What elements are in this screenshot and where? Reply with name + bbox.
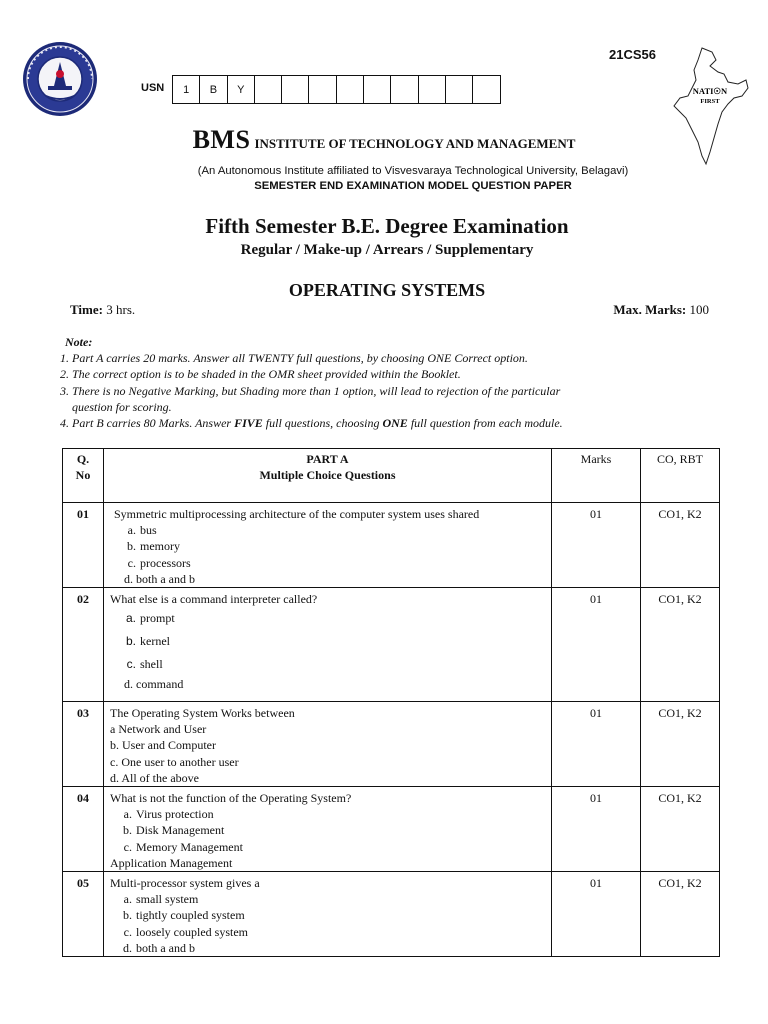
option-text: small system xyxy=(136,892,199,907)
option xyxy=(110,822,551,838)
question-marks xyxy=(552,503,641,588)
option-text: d. command xyxy=(124,677,184,692)
question-marks xyxy=(552,872,641,957)
question-text: What else is a command interpreter called? xyxy=(110,592,318,607)
option xyxy=(110,806,551,822)
note-emphasis: FIVE xyxy=(234,416,263,431)
question-cell xyxy=(104,872,552,957)
option-text: Disk Management xyxy=(136,823,225,838)
option-letter: b. xyxy=(125,634,136,649)
option-text: d. All of the above xyxy=(110,770,199,785)
max-marks-value: 100 xyxy=(686,302,709,317)
option xyxy=(114,555,551,571)
note-line: 1. Part A carries 20 marks. Answer all TWENTY full questions, by choosing ONE Correct option. xyxy=(60,351,528,366)
usn-cell[interactable]: 1 xyxy=(173,75,200,104)
question-marks xyxy=(552,702,641,787)
option xyxy=(110,607,551,630)
question-marks xyxy=(552,787,641,872)
option-text: tightly coupled system xyxy=(136,908,245,923)
note-line: 2. The correct option is to be shaded in the OMR sheet provided within the Booklet. xyxy=(60,367,461,382)
exam-title: Fifth Semester B.E. Degree Examination xyxy=(205,214,569,238)
header-qno xyxy=(63,449,104,503)
option xyxy=(110,924,551,940)
option-text: both a and b xyxy=(136,940,195,955)
institute-name xyxy=(0,125,768,155)
option-letter: a. xyxy=(123,807,132,822)
usn-cell[interactable] xyxy=(419,75,446,104)
note-text: full questions, choosing xyxy=(262,416,383,431)
option-text: b. User and Computer xyxy=(110,738,216,753)
option-text: loosely coupled system xyxy=(136,924,248,939)
option-letter: c. xyxy=(123,924,132,939)
question-number xyxy=(63,872,104,957)
note-line: question for scoring. xyxy=(72,399,172,414)
question-text: What is not the function of the Operating System? xyxy=(110,791,352,806)
co-text: CO1, K2 xyxy=(658,507,702,521)
header-co-text: CO, RBT xyxy=(656,452,703,466)
question-number-text: 03 xyxy=(77,706,89,721)
option xyxy=(114,538,551,554)
usn-cell[interactable] xyxy=(473,75,500,104)
table-row xyxy=(63,503,720,588)
option-letter: a. xyxy=(125,611,136,626)
option-text: c. One user to another user xyxy=(110,754,239,769)
table-row xyxy=(63,588,720,702)
option xyxy=(110,630,551,653)
question-cell xyxy=(104,702,552,787)
subject-title: OPERATING SYSTEMS xyxy=(288,280,486,300)
usn-cell[interactable] xyxy=(364,75,391,104)
time-value: 3 hrs. xyxy=(102,302,136,317)
option-letter: b. xyxy=(123,823,132,838)
usn-grid xyxy=(172,75,501,104)
usn-cell[interactable] xyxy=(309,75,336,104)
question-number xyxy=(63,702,104,787)
option-letter: b. xyxy=(127,539,136,554)
note-emphasis: ONE xyxy=(382,416,408,431)
co-text: CO1, K2 xyxy=(658,706,702,721)
college-logo xyxy=(22,40,98,118)
paper-type: SEMESTER END EXAMINATION MODEL QUESTION PAPER xyxy=(254,180,572,192)
affiliation: (An Autonomous Institute affiliated to Visvesvaraya Technological University, Belagavi) xyxy=(197,165,629,177)
header-no: No xyxy=(75,468,91,483)
note-text: full question from each module. xyxy=(407,416,563,431)
instructions-note xyxy=(60,334,720,431)
question-number-text: 04 xyxy=(77,791,89,806)
marks-text: 01 xyxy=(590,876,602,891)
question-cell xyxy=(104,787,552,872)
question-number-text: 05 xyxy=(77,876,89,891)
table-row xyxy=(63,787,720,872)
usn-cell[interactable] xyxy=(391,75,418,104)
note-text: 4. Part B carries 80 Marks. Answer xyxy=(60,416,235,431)
option-letter: c. xyxy=(127,555,136,570)
option-text: prompt xyxy=(140,611,175,626)
header-marks-text: Marks xyxy=(580,452,612,466)
table-row xyxy=(63,702,720,787)
question-marks xyxy=(552,588,641,702)
time-allowed xyxy=(70,302,135,318)
questions-table xyxy=(62,448,720,957)
max-marks-label: Max. Marks: xyxy=(613,302,687,317)
header-q: Q. xyxy=(76,452,90,466)
question-co xyxy=(641,588,720,702)
option xyxy=(110,907,551,923)
note-line xyxy=(60,415,720,431)
header-marks xyxy=(552,449,641,503)
note-line: 3. There is no Negative Marking, but Shading more than 1 option, will lead to rejection of the particular xyxy=(60,383,561,398)
header-part-a: PART A xyxy=(306,452,349,466)
usn-cell[interactable]: B xyxy=(200,75,227,104)
usn-cell[interactable] xyxy=(282,75,309,104)
question-text: The Operating System Works between xyxy=(110,706,295,721)
option-text: kernel xyxy=(140,634,170,649)
course-code: 21CS56 xyxy=(609,47,656,62)
max-marks xyxy=(613,302,709,318)
option-letter: a. xyxy=(123,892,132,907)
option-letter: c. xyxy=(126,657,136,672)
marks-text: 01 xyxy=(590,507,602,521)
option-letter: a. xyxy=(127,523,136,538)
usn-cell[interactable] xyxy=(337,75,364,104)
option-text: a Network and User xyxy=(110,722,207,737)
question-number xyxy=(63,588,104,702)
question-number xyxy=(63,787,104,872)
map-text-nation: NATI☉N xyxy=(692,86,728,96)
usn-cell[interactable] xyxy=(446,75,473,104)
usn-cell[interactable] xyxy=(255,75,282,104)
question-number-text: 02 xyxy=(77,592,89,607)
question-cell xyxy=(104,503,552,588)
question-number-text: 01 xyxy=(77,507,89,521)
marks-text: 01 xyxy=(590,592,602,607)
institute-rest: INSTITUTE OF TECHNOLOGY AND MANAGEMENT xyxy=(254,136,576,151)
note-heading: Note: xyxy=(65,335,93,349)
option-text: Application Management xyxy=(110,855,233,870)
co-text: CO1, K2 xyxy=(658,876,702,891)
option xyxy=(110,940,551,956)
marks-text: 01 xyxy=(590,791,602,806)
header-co xyxy=(641,449,720,503)
question-text: Multi-processor system gives a xyxy=(110,876,260,891)
option-text: Virus protection xyxy=(136,807,214,822)
map-text-first: FIRST xyxy=(700,98,720,105)
co-text: CO1, K2 xyxy=(658,791,702,806)
co-text: CO1, K2 xyxy=(658,592,702,607)
question-co xyxy=(641,787,720,872)
question-co xyxy=(641,503,720,588)
table-header-row xyxy=(63,449,720,503)
option-text: memory xyxy=(140,539,180,554)
option xyxy=(110,839,551,855)
question-text: Symmetric multiprocessing architecture of the computer system uses shared xyxy=(114,507,480,521)
usn-cell[interactable]: Y xyxy=(228,75,255,104)
header-part xyxy=(104,449,552,503)
option-text: d. both a and b xyxy=(124,571,195,586)
question-cell xyxy=(104,588,552,702)
option-text: bus xyxy=(140,523,157,538)
usn-label: USN xyxy=(141,82,165,94)
option xyxy=(110,653,551,676)
time-label: Time: xyxy=(70,302,103,317)
question-number xyxy=(63,503,104,588)
option-text: shell xyxy=(140,657,163,672)
option-letter: d. xyxy=(123,940,132,955)
option-letter: b. xyxy=(123,908,132,923)
option-text: Memory Management xyxy=(136,839,243,854)
question-co xyxy=(641,702,720,787)
option-text: processors xyxy=(140,555,191,570)
question-co xyxy=(641,872,720,957)
exam-subtitle: Regular / Make-up / Arrears / Supplementary xyxy=(240,242,534,258)
header-mcq: Multiple Choice Questions xyxy=(259,468,396,483)
table-row xyxy=(63,872,720,957)
option xyxy=(110,891,551,907)
option xyxy=(114,522,551,538)
option-letter: c. xyxy=(123,839,132,854)
option xyxy=(110,676,551,692)
institute-short: BMS xyxy=(192,125,251,154)
marks-text: 01 xyxy=(590,706,602,721)
option xyxy=(114,571,551,587)
